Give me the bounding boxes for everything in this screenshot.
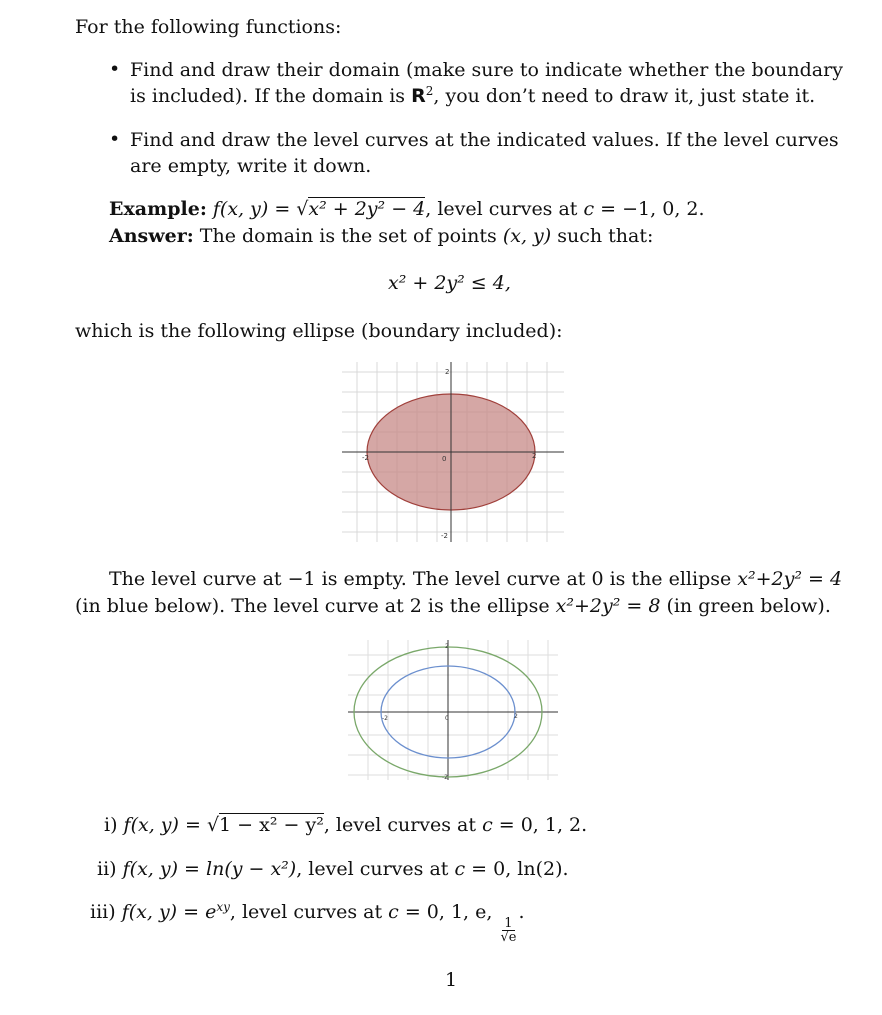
tick-label: -2 bbox=[382, 715, 388, 722]
domain-inequality: x² + 2y² ≤ 4, bbox=[388, 272, 511, 294]
plot-grid bbox=[348, 640, 558, 780]
page-number: 1 bbox=[445, 969, 458, 991]
tick-label: 2 bbox=[514, 713, 518, 720]
tick-label: 2 bbox=[445, 368, 450, 376]
problem-i: i) f(x, y) = √1 − x² − y², level curves at c = 0, 1, 2. bbox=[104, 814, 588, 836]
ellipse-caption: which is the following ellipse (boundary included): bbox=[75, 320, 563, 342]
bullet-dot: • bbox=[109, 58, 121, 80]
domain-plot bbox=[342, 362, 564, 542]
fraction: $\frac{1}{√e}$ bbox=[500, 916, 517, 945]
problem-iii: iii) f(x, $y) = e^{xy}$, level curves at c = 0, 1, e, $\frac{1}{√e}$ . bbox=[90, 900, 525, 945]
bullet-1-line-1: Find and draw their domain (make sure to indicate whether the boundary bbox=[130, 59, 843, 81]
tick-label: 0 bbox=[445, 715, 449, 722]
tick-label: -2 bbox=[442, 774, 448, 780]
problem-ii: ii) f(x, y) = ln(y − x²), level curves at c = 0, ln(2). bbox=[97, 858, 569, 880]
tick-label: -2 bbox=[441, 532, 448, 540]
level-curves-plot bbox=[348, 640, 558, 780]
tick-label: 0 bbox=[442, 455, 447, 463]
level-text-line-2: (in blue below). The level curve at 2 is the ellipse x²+2y² = 8 (in green below). bbox=[75, 595, 831, 617]
tick-label: 2 bbox=[532, 452, 537, 460]
bullet-2-line-1: Find and draw the level curves at the indicated values. If the level curves bbox=[130, 129, 839, 151]
intro-text: For the following functions: bbox=[75, 16, 342, 38]
tick-label: 2 bbox=[445, 643, 449, 650]
bullet-1-line-2: is included). If the domain is $R^2$, you don’t need to draw it, just state it. bbox=[130, 84, 816, 107]
tick-label: -2 bbox=[362, 454, 369, 462]
bullet-2-line-2: are empty, write it down. bbox=[130, 155, 372, 177]
answer-line: Answer: The domain is the set of points (x, y) such that: bbox=[109, 225, 654, 247]
bullet-dot: • bbox=[109, 128, 121, 150]
level-text-line-1: The level curve at −1 is empty. The level curve at 0 is the ellipse x²+2y² = 4 bbox=[109, 568, 843, 590]
example-line: Example: f(x, y) = √x² + 2y² − 4, level curves at c = −1, 0, 2. bbox=[109, 198, 705, 220]
